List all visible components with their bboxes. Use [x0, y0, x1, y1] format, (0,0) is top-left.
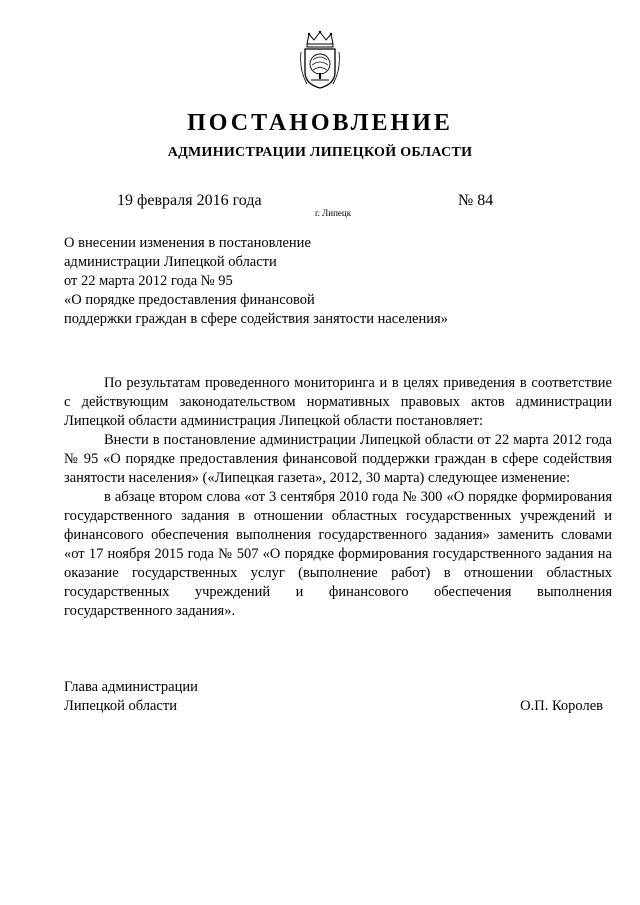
document-date: 19 февраля 2016 года [117, 192, 262, 209]
document-title: ПОСТАНОВЛЕНИЕ [187, 110, 453, 136]
body-paragraph: в абзаце втором слова «от 3 сентября 2010 года № 300 «О порядке формирования государственного задания в отношении областных государственных учреждений и финансового обеспечения выполнения государственного задания» заменить словами «от 17 ноября 2015 года № 507 «О порядке формирования государственного задания на оказание государственных услуг (выполнение работ) в отношении областных государственных учреждений и финансового обеспечения выполнения государственного задания». [64, 489, 612, 619]
body-paragraph: По результатам проведенного мониторинга и в целях приведения в соответствие с действующим законодательством нормативных правовых актов администрации Липецкой области администрация Липецкой области постановляет: [64, 375, 612, 429]
subject-line: администрации Липецкой области [64, 254, 277, 270]
subject-line: от 22 марта 2012 года № 95 [64, 273, 233, 289]
subject-line: поддержки граждан в сфере содействия занятости населения» [64, 311, 448, 327]
document-body [64, 374, 612, 621]
body-paragraph: Внести в постановление администрации Липецкой области от 22 марта 2012 года № 95 «О порядке предоставления финансовой поддержки граждан в сфере содействия занятости населения» («Липецкая газета», 2012, 30 марта) следующее изменение: [64, 432, 612, 486]
document-subject [64, 234, 448, 329]
signatory-name: О.П. Королев [520, 698, 603, 714]
signature-position-line: Липецкой области [64, 698, 177, 714]
signature-position-line: Глава администрации [64, 679, 198, 695]
subject-line: «О порядке предоставления финансовой [64, 292, 315, 308]
signature-position [64, 678, 198, 716]
document-number: № 84 [458, 192, 494, 209]
coat-of-arms-icon [299, 30, 341, 90]
subject-line: О внесении изменения в постановление [64, 235, 311, 251]
document-city: г. Липецк [315, 208, 352, 218]
document-subtitle: АДМИНИСТРАЦИИ ЛИПЕЦКОЙ ОБЛАСТИ [167, 145, 473, 160]
